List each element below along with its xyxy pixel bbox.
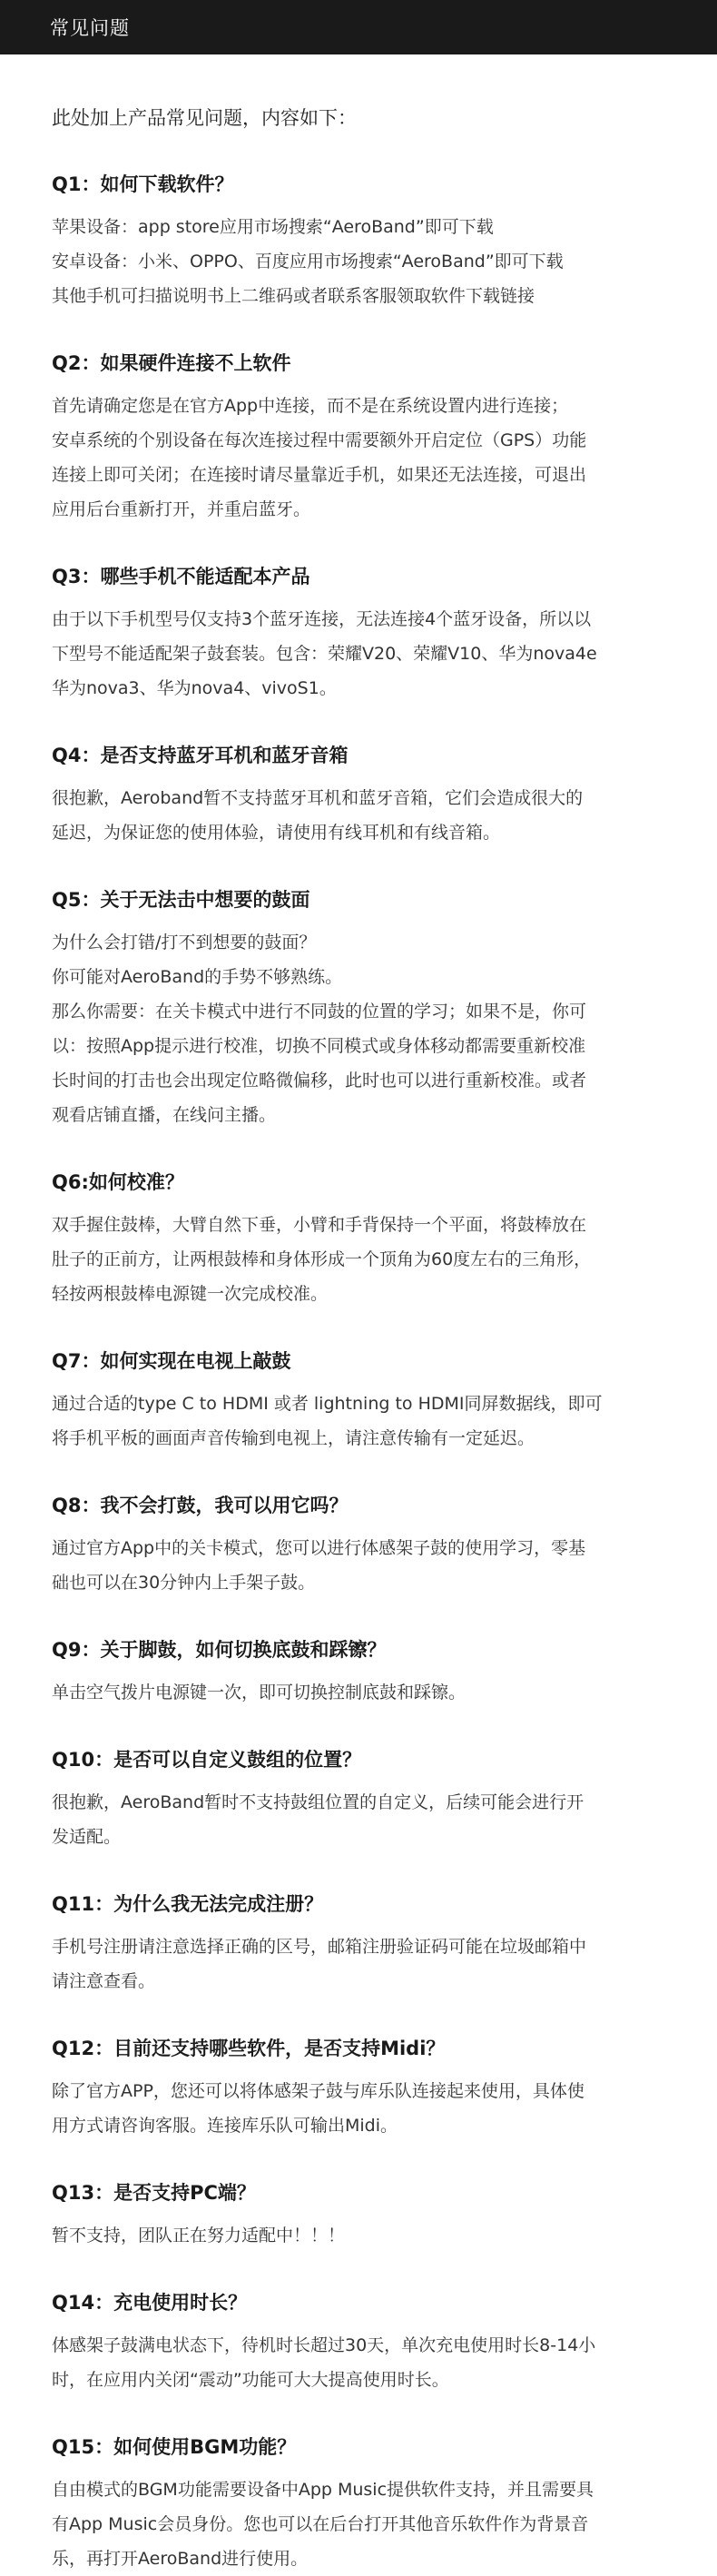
faq-item bbox=[52, 1347, 667, 1456]
faq-answer-line: 安卓系统的个别设备在每次连接过程中需要额外开启定位（GPS）功能 bbox=[52, 430, 587, 450]
page-title: 常见问题 bbox=[50, 17, 130, 39]
faq-answer bbox=[52, 1675, 667, 1710]
faq-item bbox=[52, 350, 667, 527]
faq-answer-line: 暂不支持，团队正在努力适配中！！！ bbox=[52, 2226, 346, 2245]
faq-item bbox=[52, 1746, 667, 1854]
faq-answer-line: 础也可以在30分钟内上手架子鼓。 bbox=[52, 1573, 316, 1593]
faq-question: Q13：是否支持PC端？ bbox=[52, 2182, 256, 2204]
faq-answer-line: 首先请确定您是在官方App中连接，而不是在系统设置内进行连接； bbox=[52, 396, 569, 416]
faq-answer bbox=[52, 1531, 667, 1600]
faq-answer bbox=[52, 1785, 667, 1854]
faq-answer-line: 双手握住鼓棒，大臂自然下垂，小臂和手背保持一个平面，将鼓棒放在 bbox=[52, 1215, 587, 1235]
faq-answer bbox=[52, 2328, 667, 2397]
faq-question: Q7：如何实现在电视上敲鼓 bbox=[52, 1350, 291, 1372]
faq-answer bbox=[52, 925, 667, 1132]
faq-answer bbox=[52, 781, 667, 850]
faq-item bbox=[52, 886, 667, 1132]
faq-question: Q14：充电使用时长？ bbox=[52, 2292, 248, 2314]
faq-answer-line: 时，在应用内关闭“震动”功能可大大提高使用时长。 bbox=[52, 2370, 449, 2390]
faq-answer-line: 下型号不能适配架子鼓套装。包含：荣耀V20、荣耀V10、华为nova4e bbox=[52, 644, 597, 664]
faq-answer-line: 单击空气拨片电源键一次，即可切换控制底鼓和踩镲。 bbox=[52, 1683, 467, 1703]
faq-answer-line: 通过官方App中的关卡模式，您可以进行体感架子鼓的使用学习，零基 bbox=[52, 1538, 586, 1558]
faq-answer bbox=[52, 2218, 667, 2253]
faq-answer-line: 轻按两根鼓棒电源键一次完成校准。 bbox=[52, 1284, 329, 1304]
faq-answer-line: 延迟，为保证您的使用体验，请使用有线耳机和有线音箱。 bbox=[52, 823, 501, 843]
faq-item bbox=[52, 563, 667, 706]
faq-answer bbox=[52, 1387, 667, 1456]
faq-answer-line: 你可能对AeroBand的手势不够熟练。 bbox=[52, 967, 343, 987]
faq-answer-line: 很抱歉，Aeroband暂不支持蓝牙耳机和蓝牙音箱，它们会造成很大的 bbox=[52, 788, 584, 808]
faq-answer bbox=[52, 389, 667, 527]
faq-item bbox=[52, 1636, 667, 1710]
faq-answer-line: 苹果设备：app store应用市场搜索“AeroBand”即可下载 bbox=[52, 217, 494, 237]
faq-answer-line: 应用后台重新打开，并重启蓝牙。 bbox=[52, 499, 311, 519]
faq-answer-line: 长时间的打击也会出现定位略微偏移，此时也可以进行重新校准。或者 bbox=[52, 1071, 587, 1091]
faq-answer-line: 由于以下手机型号仅支持3个蓝牙连接，无法连接4个蓝牙设备，所以以 bbox=[52, 609, 592, 629]
faq-item bbox=[52, 2289, 667, 2397]
faq-answer bbox=[52, 210, 667, 313]
faq-answer bbox=[52, 1930, 667, 1999]
faq-answer-line: 有App Music会员身份。您也可以在后台打开其他音乐软件作为背景音 bbox=[52, 2514, 589, 2534]
faq-question: Q3：哪些手机不能适配本产品 bbox=[52, 566, 310, 587]
faq-question: Q10：是否可以自定义鼓组的位置？ bbox=[52, 1749, 362, 1771]
faq-item bbox=[52, 2433, 667, 2576]
faq-answer-line: 肚子的正前方，让两根鼓棒和身体形成一个顶角为60度左右的三角形， bbox=[52, 1249, 592, 1269]
faq-answer-line: 通过合适的type C to HDMI 或者 lightning to HDMI同屏数据线，即可 bbox=[52, 1394, 603, 1414]
faq-answer-line: 那么你需要：在关卡模式中进行不同鼓的位置的学习；如果不是，你可 bbox=[52, 1002, 587, 1022]
faq-answer-line: 请注意查看。 bbox=[52, 1971, 156, 1991]
header-bar bbox=[0, 0, 717, 54]
faq-answer bbox=[52, 602, 667, 706]
faq-answer bbox=[52, 2472, 667, 2576]
faq-item bbox=[52, 742, 667, 850]
faq-question: Q1：如何下载软件？ bbox=[52, 173, 234, 195]
faq-answer-line: 安卓设备：小米、OPPO、百度应用市场搜索“AeroBand”即可下载 bbox=[52, 252, 564, 271]
faq-answer bbox=[52, 2074, 667, 2143]
faq-question: Q2：如果硬件连接不上软件 bbox=[52, 352, 291, 374]
faq-question: Q8：我不会打鼓，我可以用它吗？ bbox=[52, 1495, 349, 1516]
faq-item bbox=[52, 1169, 667, 1311]
faq-content bbox=[0, 54, 717, 2576]
faq-item bbox=[52, 171, 667, 313]
faq-answer-line: 很抱歉，AeroBand暂时不支持鼓组位置的自定义，后续可能会进行开 bbox=[52, 1792, 584, 1812]
faq-question: Q15：如何使用BGM功能？ bbox=[52, 2436, 297, 2458]
faq-question: Q12：目前还支持哪些软件，是否支持Midi？ bbox=[52, 2038, 446, 2059]
faq-question: Q11：为什么我无法完成注册？ bbox=[52, 1893, 324, 1915]
faq-answer-line: 将手机平板的画面声音传输到电视上，请注意传输有一定延迟。 bbox=[52, 1428, 535, 1448]
faq-answer-line: 除了官方APP，您还可以将体感架子鼓与库乐队连接起来使用，具体使 bbox=[52, 2081, 584, 2101]
faq-answer-line: 其他手机可扫描说明书上二维码或者联系客服领取软件下载链接 bbox=[52, 286, 535, 306]
faq-question: Q9：关于脚鼓，如何切换底鼓和踩镲？ bbox=[52, 1639, 387, 1661]
faq-question: Q6:如何校准？ bbox=[52, 1171, 184, 1193]
faq-answer-line: 华为nova3、华为nova4、vivoS1。 bbox=[52, 678, 337, 698]
faq-answer bbox=[52, 1208, 667, 1311]
faq-answer-line: 观看店铺直播，在线问主播。 bbox=[52, 1105, 277, 1125]
faq-answer-line: 连接上即可关闭；在连接时请尽量靠近手机，如果还无法连接，可退出 bbox=[52, 465, 587, 485]
faq-answer-line: 体感架子鼓满电状态下，待机时长超过30天，单次充电使用时长8-14小 bbox=[52, 2335, 596, 2355]
faq-answer-line: 为什么会打错/打不到想要的鼓面？ bbox=[52, 933, 317, 952]
faq-question: Q4：是否支持蓝牙耳机和蓝牙音箱 bbox=[52, 745, 349, 766]
faq-answer-line: 用方式请咨询客服。连接库乐队可输出Midi。 bbox=[52, 2116, 398, 2136]
intro-text: 此处加上产品常见问题，内容如下： bbox=[52, 107, 357, 129]
faq-answer-line: 自由模式的BGM功能需要设备中App Music提供软件支持，并且需要具 bbox=[52, 2480, 594, 2500]
faq-item bbox=[52, 2179, 667, 2253]
faq-item bbox=[52, 1492, 667, 1600]
faq-list bbox=[52, 171, 667, 2576]
faq-answer-line: 手机号注册请注意选择正确的区号，邮箱注册验证码可能在垃圾邮箱中 bbox=[52, 1937, 587, 1957]
faq-item bbox=[52, 2035, 667, 2143]
faq-answer-line: 乐，再打开AeroBand进行使用。 bbox=[52, 2549, 309, 2569]
faq-question: Q5：关于无法击中想要的鼓面 bbox=[52, 889, 310, 911]
faq-item bbox=[52, 1890, 667, 1999]
faq-answer-line: 发适配。 bbox=[52, 1827, 122, 1847]
faq-answer-line: 以：按照App提示进行校准，切换不同模式或身体移动都需要重新校准 bbox=[52, 1036, 586, 1056]
